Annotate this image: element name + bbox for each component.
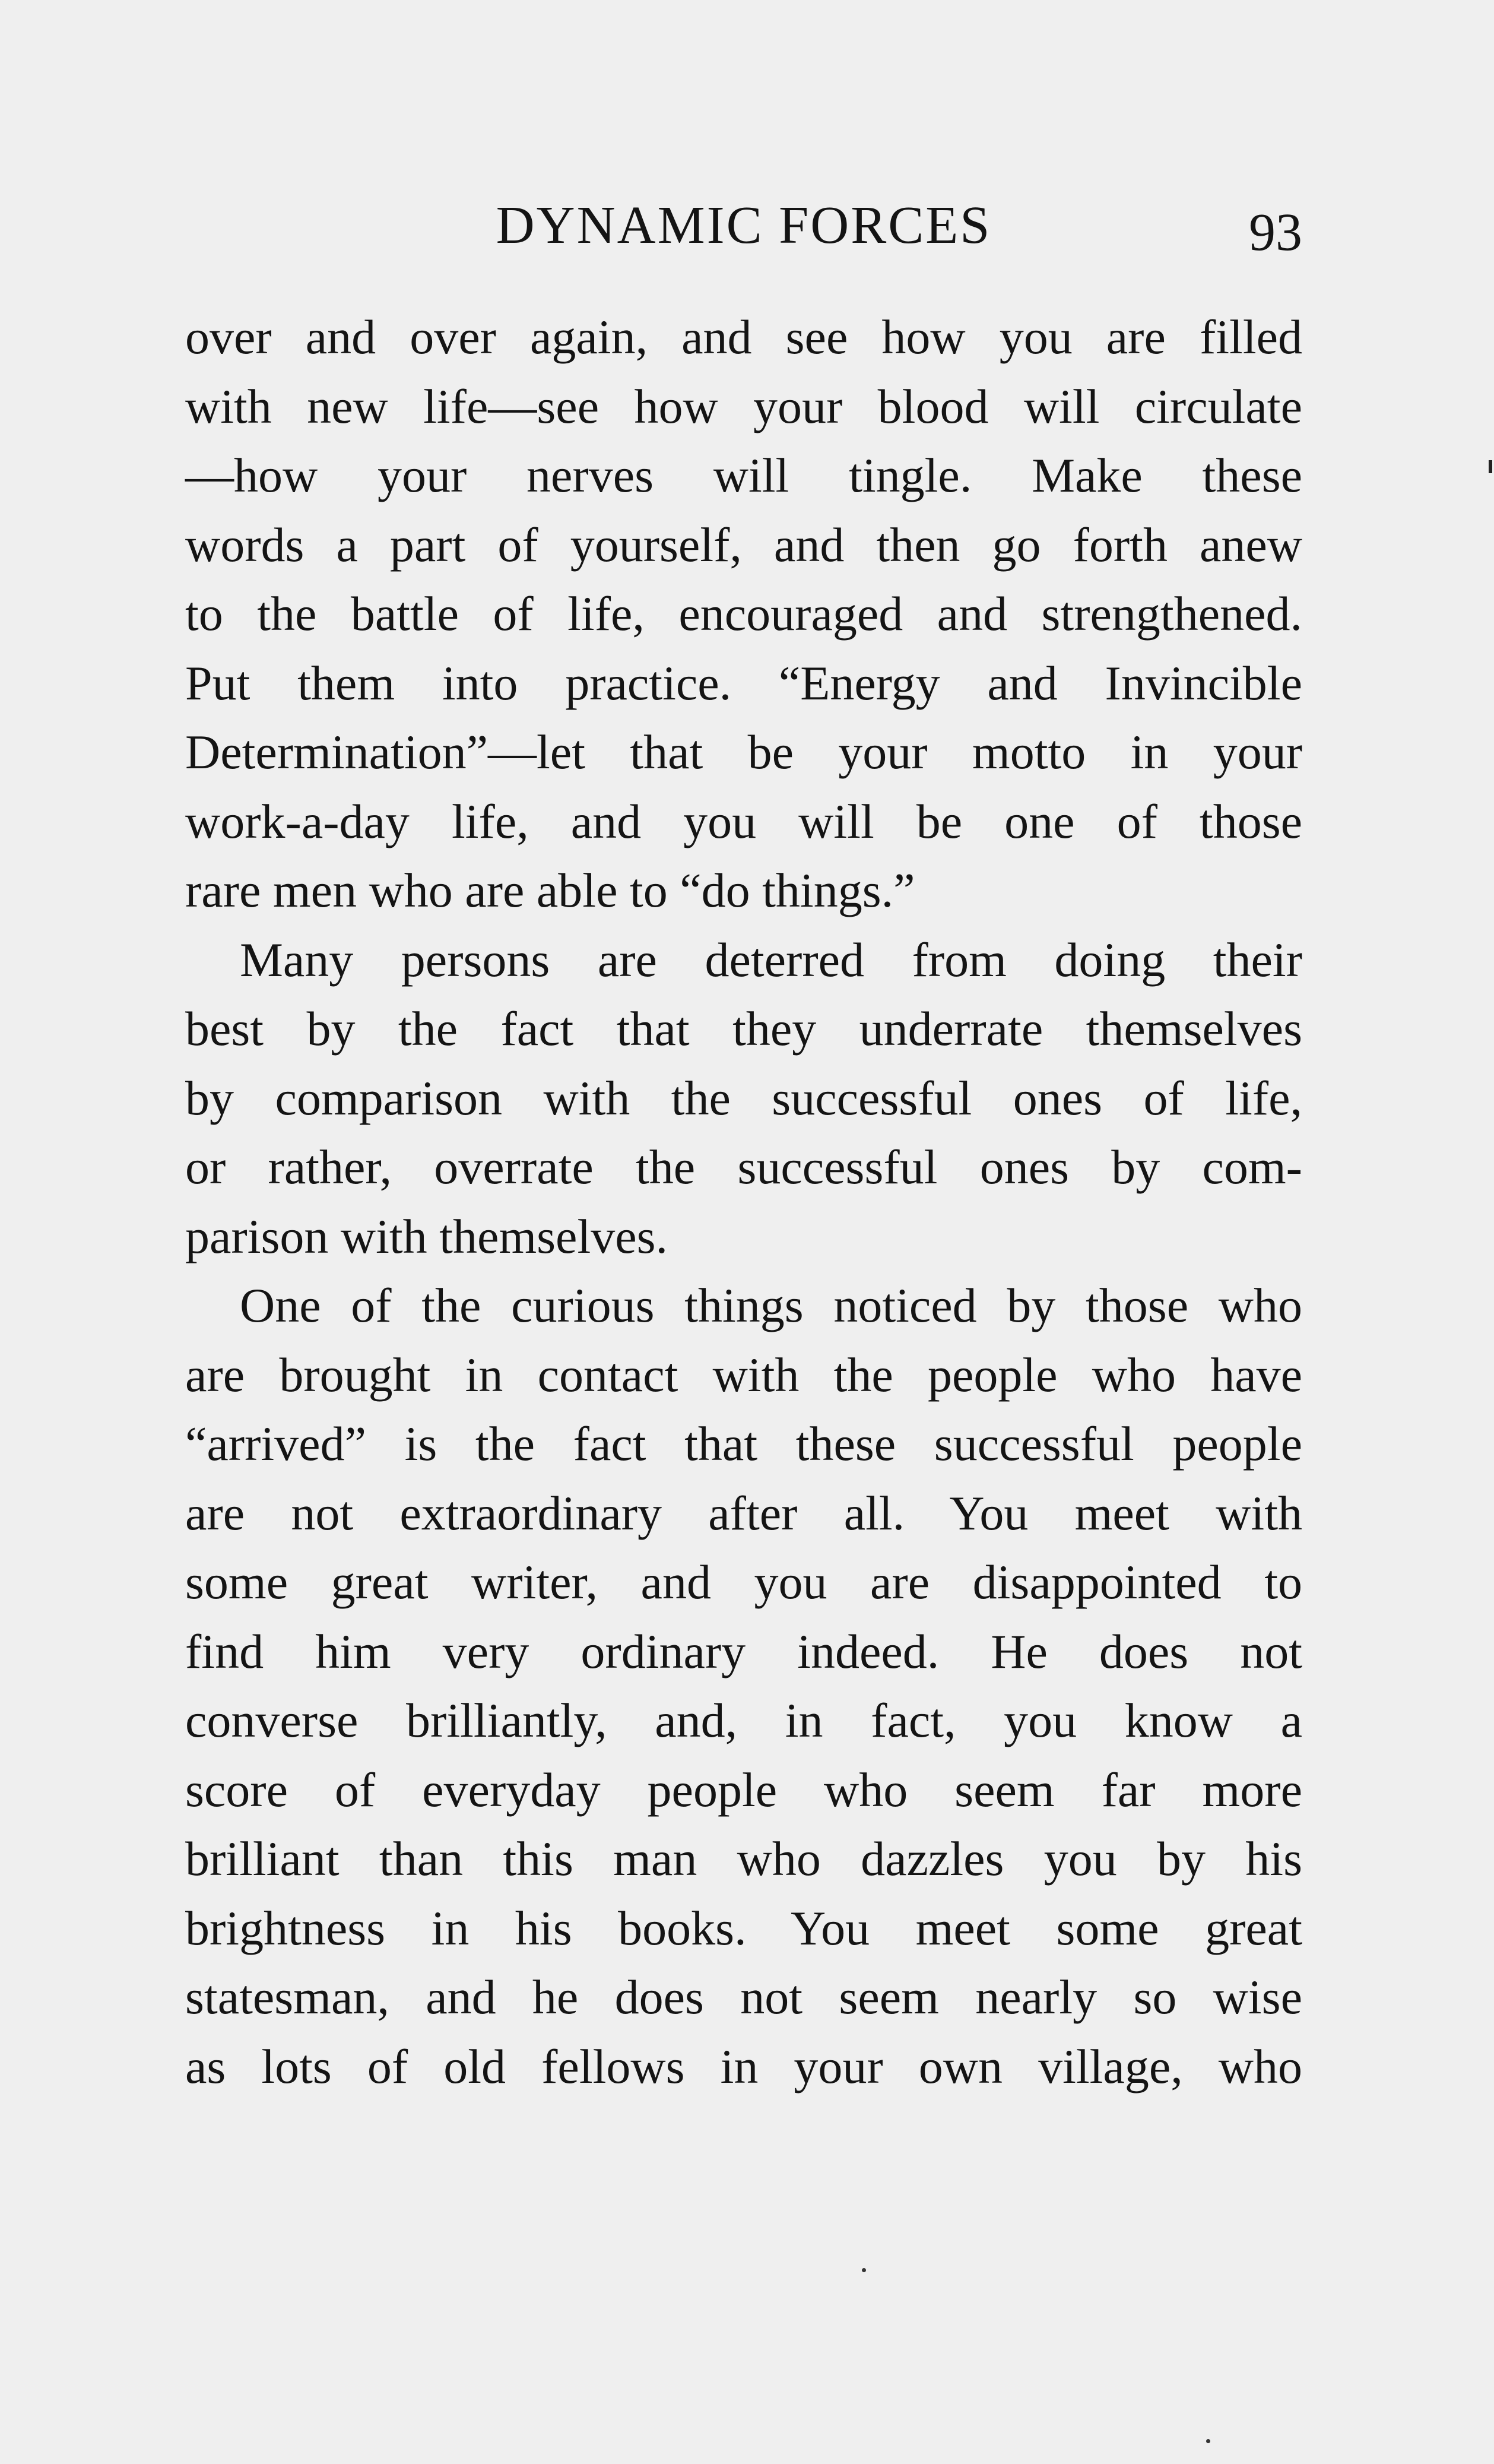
- text-line: Put them into practice. “Energy and Invincible: [185, 655, 1302, 710]
- page-number: 93: [1249, 203, 1302, 262]
- scan-speck: [862, 2268, 866, 2272]
- text-line: find him very ordinary indeed. He does not: [185, 1624, 1302, 1678]
- running-head: [185, 184, 1302, 267]
- paragraph-2: [185, 926, 1302, 1272]
- text-line: are brought in contact with the people who have: [185, 1347, 1302, 1402]
- text-line: Many persons are deterred from doing their: [240, 932, 1302, 987]
- text-line: best by the fact that they underrate themselves: [185, 1002, 1302, 1056]
- text-line: as lots of old fellows in your own village, who: [185, 2039, 1302, 2094]
- text-line: converse brilliantly, and, in fact, you know a: [185, 1693, 1302, 1747]
- text-line: or rather, overrate the successful ones by com-: [185, 1140, 1302, 1194]
- scan-speck: [1206, 2439, 1210, 2443]
- text-line: One of the curious things noticed by those who: [240, 1278, 1302, 1332]
- text-line: brightness in his books. You meet some great: [185, 1901, 1302, 1955]
- scan-edge-mark: [1489, 460, 1492, 473]
- text-line: rare men who are able to “do things.”: [185, 863, 915, 917]
- paragraph-1: [185, 303, 1302, 926]
- text-line: words a part of yourself, and then go forth anew: [185, 517, 1302, 572]
- chapter-title: DYNAMIC FORCES: [496, 196, 992, 255]
- text-line: brilliant than this man who dazzles you by his: [185, 1832, 1302, 1886]
- text-line: by comparison with the successful ones of life,: [185, 1071, 1302, 1125]
- text-line: over and over again, and see how you are filled: [185, 310, 1302, 364]
- text-line: some great writer, and you are disappointed to: [185, 1555, 1302, 1609]
- text-line: to the battle of life, encouraged and strengthened.: [185, 587, 1302, 641]
- text-line: —how your nerves will tingle. Make these: [185, 448, 1302, 502]
- text-line: with new life—see how your blood will circulate: [185, 379, 1302, 433]
- text-line: work-a-day life, and you will be one of those: [185, 794, 1302, 848]
- text-line: statesman, and he does not seem nearly so wise: [185, 1970, 1302, 2024]
- text-line: “arrived” is the fact that these successful people: [185, 1417, 1302, 1471]
- text-line: parison with themselves.: [185, 1209, 668, 1263]
- text-line: Determination”—let that be your motto in your: [185, 725, 1302, 779]
- text-line: are not extraordinary after all. You meet with: [185, 1486, 1302, 1540]
- text-line: score of everyday people who seem far more: [185, 1762, 1302, 1817]
- body-text: [185, 303, 1302, 2101]
- paragraph-3: [185, 1271, 1302, 2101]
